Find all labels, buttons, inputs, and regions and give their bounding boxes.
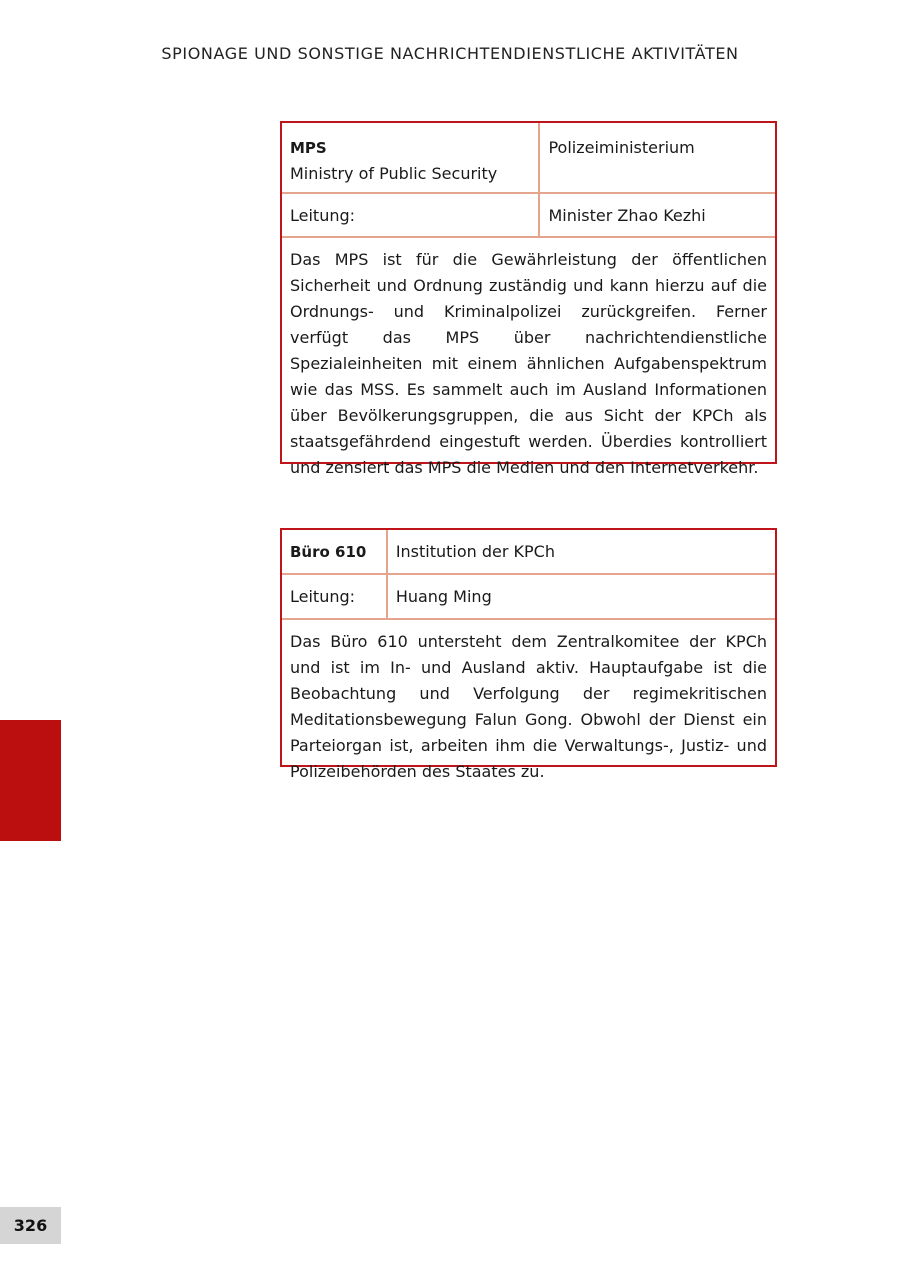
buro610-info-box bbox=[280, 528, 777, 781]
buro610-institution: Institution der KPCh bbox=[395, 542, 555, 561]
mps-lead-row bbox=[282, 194, 775, 238]
buro610-lead-row bbox=[282, 575, 775, 620]
mps-name-cell bbox=[282, 123, 540, 192]
chapter-tab bbox=[0, 720, 61, 841]
mps-lead-label: Leitung: bbox=[282, 194, 540, 236]
page-number: 326 bbox=[0, 1207, 61, 1244]
running-head: SPIONAGE UND SONSTIGE NACHRICHTENDIENSTLICHE AKTIVITÄTEN bbox=[161, 44, 739, 63]
buro610-name: Büro 610 bbox=[282, 530, 388, 573]
mps-description: Das MPS ist für die Gewährleistung der öffentlichen Sicherheit und Ordnung zuständig und kann hierzu auf die Ordnungs- und Kriminalpolizei zurückgreifen. Ferner verfügt das MPS über nachrichtendienstliche Spezialeinheiten mit einem ähnlichen Aufgabenspektrum wie das MSS. Es sammelt auch im Ausland Informationen über Bevölkerungsgruppen, die aus Sicht der KPCh als staatsgefährdend eingestuft werden. Überdies kontrolliert und zensiert das MPS die Medien und den Internetverkehr. bbox=[290, 250, 767, 477]
mps-abbreviation: MPS bbox=[290, 139, 327, 157]
buro610-name-row bbox=[282, 530, 775, 575]
mps-full-name: Ministry of Public Security bbox=[290, 164, 498, 183]
mps-german-name: Polizeiministerium bbox=[548, 138, 695, 157]
buro610-lead-value: Huang Ming bbox=[395, 587, 492, 606]
buro610-description: Das Büro 610 untersteht dem Zentralkomitee der KPCh und ist im In- und Ausland aktiv. Hauptaufgabe ist die Beobachtung und Verfolgung der regimekritischen Meditationsbewegung Falun Gong. Obwohl der Dienst ein Parteiorgan ist, arbeiten ihm die Verwaltungs-, Justiz- und Polizeibehörden des Staates zu. bbox=[290, 632, 767, 781]
mps-name-row bbox=[282, 123, 775, 194]
mps-lead-value: Minister Zhao Kezhi bbox=[548, 206, 706, 225]
buro610-lead-label: Leitung: bbox=[282, 575, 388, 618]
mps-info-box bbox=[280, 121, 777, 477]
